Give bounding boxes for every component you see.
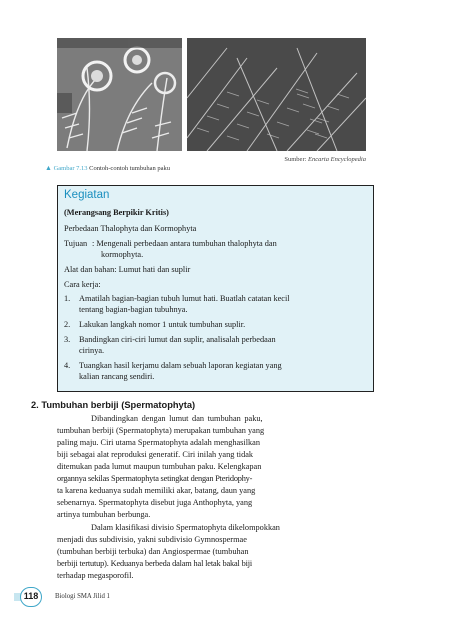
tujuan-label: Tujuan bbox=[64, 239, 88, 248]
step-text: tentang bagian-bagian tubuhnya. bbox=[79, 305, 188, 314]
figure-source bbox=[160, 156, 366, 163]
source-label: Sumber: bbox=[284, 156, 307, 163]
step-number: 2. bbox=[64, 320, 71, 329]
caption-text: Contoh-contoh tumbuhan paku bbox=[89, 165, 171, 172]
step-number: 4. bbox=[64, 361, 71, 370]
paragraph-line: ditemukan pada lumut maupun tumbuhan paku. Kelengkapan bbox=[57, 462, 262, 471]
paragraph-line: paling maju. Ciri utama Spermatophyta adalah menghasilkan bbox=[57, 438, 260, 447]
step-text: kalian rancang sendiri. bbox=[79, 372, 155, 381]
kegiatan-title: Kegiatan bbox=[64, 189, 110, 201]
triangle-icon: ▲ bbox=[45, 164, 52, 172]
paragraph-line: (tumbuhan berbiji terbuka) dan Angiospermae (tumbuhan bbox=[57, 547, 249, 556]
step-number: 3. bbox=[64, 335, 71, 344]
caption-number: Gambar 7.13 bbox=[53, 165, 88, 172]
step-text: Lakukan langkah nomor 1 untuk tumbuhan suplir. bbox=[79, 320, 246, 329]
paragraph-line: organnya sekilas Spermatophyta setingkat dengan Pteridophy- bbox=[57, 474, 253, 483]
step-text: Tuangkan hasil kerjamu dalam sebuah laporan kegiatan yang bbox=[79, 361, 282, 370]
step-text: cirinya. bbox=[79, 346, 105, 355]
fern-foliage-photo bbox=[187, 38, 366, 151]
step-text: Amatilah bagian-bagian tubuh lumut hati. Buatlah catatan kecil bbox=[79, 294, 290, 303]
materials-text: Alat dan bahan: Lumut hati dan suplir bbox=[64, 265, 191, 274]
kegiatan-topic: Perbedaan Thalophyta dan Kormophyta bbox=[64, 224, 197, 233]
fern-fiddlehead-photo bbox=[57, 38, 182, 151]
paragraph-line: menjadi dus subdivisio, yakni subdivisio Gymnospermae bbox=[57, 535, 247, 544]
paragraph-line: berbiji tertutup). Keduanya berbeda dalam hal letak bakal biji bbox=[57, 559, 253, 568]
paragraph-line: Dibandingkan dengan lumut dan tumbuhan paku, bbox=[91, 414, 263, 423]
kegiatan-subtitle: (Merangsang Berpikir Kritis) bbox=[64, 208, 169, 217]
method-label: Cara kerja: bbox=[64, 280, 101, 289]
book-title: Biologi SMA Jilid 1 bbox=[55, 593, 110, 600]
step-number: 1. bbox=[64, 294, 71, 303]
paragraph-line: terhadap megasporofil. bbox=[57, 571, 134, 580]
section-heading: 2. Tumbuhan berbiji (Spermatophyta) bbox=[31, 400, 196, 410]
paragraph-line: artinya tumbuhan berbunga. bbox=[57, 510, 151, 519]
paragraph-line: ta karena keduanya sudah memiliki akar, batang, daun yang bbox=[57, 486, 256, 495]
tujuan-line-1: : Mengenali perbedaan antara tumbuhan thalophyta dan bbox=[92, 239, 277, 248]
paragraph-line: biji sebagai alat reproduksi generatif. Ciri inilah yang tidak bbox=[57, 450, 254, 459]
tujuan-line-2: kormophyta. bbox=[101, 250, 144, 259]
figure-caption bbox=[45, 164, 170, 172]
source-name: Encarta Encyclopedia bbox=[308, 156, 366, 163]
page-number: 118 bbox=[20, 587, 42, 607]
paragraph-line: Dalam klasifikasi divisio Spermatophyta dikelompokkan bbox=[91, 523, 280, 532]
paragraph-line: tumbuhan berbiji (Spermatophyta) merupakan tumbuhan yang bbox=[57, 426, 265, 435]
step-text: Bandingkan ciri-ciri lumut dan suplir, analisalah perbedaan bbox=[79, 335, 276, 344]
paragraph-line: sebenarnya. Spermatophyta disebut juga Anthophyta, yang bbox=[57, 498, 253, 507]
kegiatan-activity-box bbox=[57, 185, 374, 392]
